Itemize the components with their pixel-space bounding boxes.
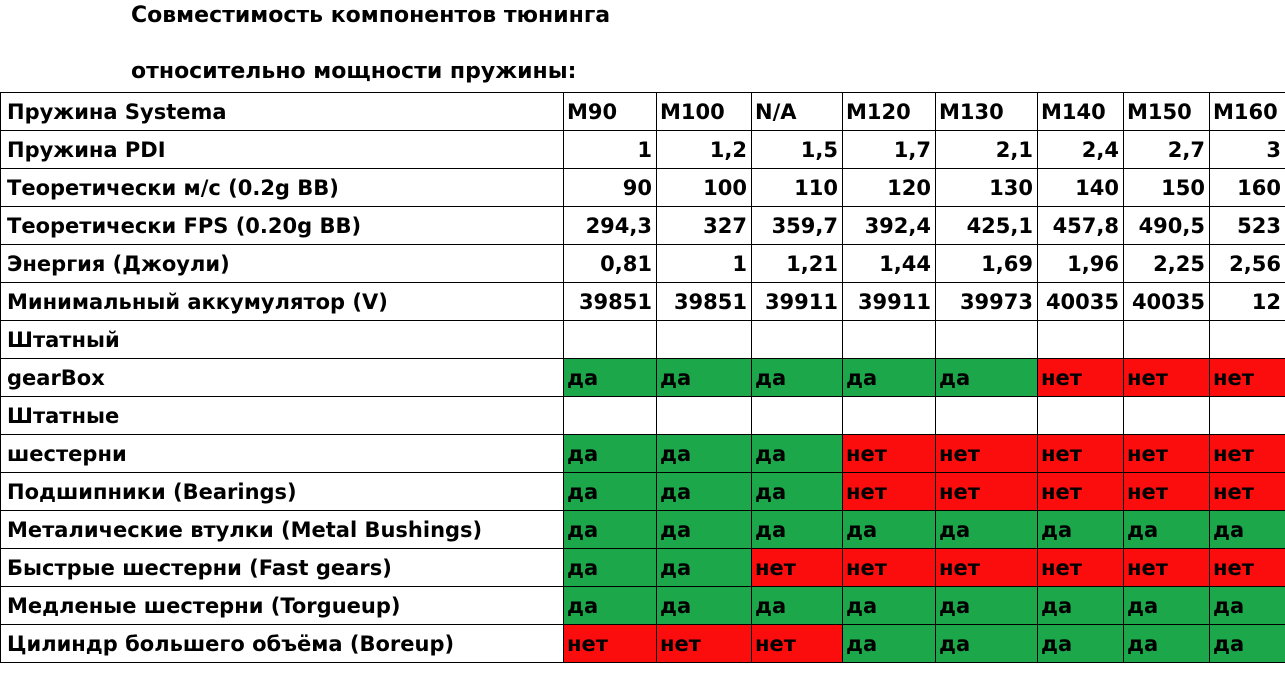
status-cell-no: нет	[843, 549, 936, 587]
value-cell: 2,25	[1124, 245, 1210, 283]
status-cell-no: нет	[1210, 359, 1285, 397]
status-cell-yes: да	[564, 473, 657, 511]
row-label: Энергия (Джоули)	[1, 245, 564, 283]
header-col: M100	[657, 93, 752, 131]
empty-cell	[564, 397, 657, 435]
value-cell: 39851	[657, 283, 752, 321]
table-row	[1, 473, 1285, 511]
header-col: M150	[1124, 93, 1210, 131]
row-label: шестерни	[1, 435, 564, 473]
value-cell: 3	[1210, 131, 1285, 169]
status-cell-yes: да	[936, 359, 1038, 397]
value-cell: 39911	[752, 283, 843, 321]
value-cell: 130	[936, 169, 1038, 207]
status-cell-yes: да	[1124, 511, 1210, 549]
empty-cell	[843, 397, 936, 435]
empty-cell	[657, 321, 752, 359]
row-label: Подшипники (Bearings)	[1, 473, 564, 511]
status-cell-yes: да	[564, 359, 657, 397]
value-cell: 359,7	[752, 207, 843, 245]
row-label: Штатные	[1, 397, 564, 435]
status-cell-no: нет	[1210, 549, 1285, 587]
value-cell: 392,4	[843, 207, 936, 245]
status-cell-yes: да	[657, 473, 752, 511]
status-cell-no: нет	[936, 549, 1038, 587]
header-col: M120	[843, 93, 936, 131]
value-cell: 0,81	[564, 245, 657, 283]
row-label: Минимальный аккумулятор (V)	[1, 283, 564, 321]
value-cell: 2,7	[1124, 131, 1210, 169]
value-cell: 1,21	[752, 245, 843, 283]
status-cell-yes: да	[1124, 625, 1210, 663]
value-cell: 523	[1210, 207, 1285, 245]
status-cell-yes: да	[936, 511, 1038, 549]
status-cell-no: нет	[1038, 549, 1124, 587]
status-cell-no: нет	[1038, 359, 1124, 397]
status-cell-yes: да	[657, 511, 752, 549]
status-cell-yes: да	[1210, 511, 1285, 549]
empty-cell	[1124, 397, 1210, 435]
value-cell: 1	[657, 245, 752, 283]
status-cell-yes: да	[1038, 625, 1124, 663]
status-cell-no: нет	[1038, 473, 1124, 511]
table-row	[1, 435, 1285, 473]
empty-cell	[936, 397, 1038, 435]
value-cell: 457,8	[1038, 207, 1124, 245]
empty-cell	[657, 397, 752, 435]
value-cell: 2,1	[936, 131, 1038, 169]
empty-cell	[564, 321, 657, 359]
value-cell: 150	[1124, 169, 1210, 207]
table-row	[1, 169, 1285, 207]
value-cell: 40035	[1038, 283, 1124, 321]
header-col: M90	[564, 93, 657, 131]
status-cell-yes: да	[843, 587, 936, 625]
status-cell-yes: да	[657, 435, 752, 473]
table-row	[1, 283, 1285, 321]
row-label: Цилиндр большего объёма (Boreup)	[1, 625, 564, 663]
value-cell: 1,69	[936, 245, 1038, 283]
row-label: gearBox	[1, 359, 564, 397]
status-cell-no: нет	[564, 625, 657, 663]
header-row	[1, 93, 1285, 131]
status-cell-yes: да	[1210, 587, 1285, 625]
table-row	[1, 131, 1285, 169]
value-cell: 490,5	[1124, 207, 1210, 245]
status-cell-no: нет	[843, 473, 936, 511]
status-cell-no: нет	[752, 549, 843, 587]
status-cell-yes: да	[843, 625, 936, 663]
header-label: Пружина Systema	[1, 93, 564, 131]
status-cell-no: нет	[1124, 359, 1210, 397]
status-cell-yes: да	[752, 473, 843, 511]
empty-cell	[1038, 321, 1124, 359]
value-cell: 425,1	[936, 207, 1038, 245]
header-col: M130	[936, 93, 1038, 131]
row-label: Пружина PDI	[1, 131, 564, 169]
value-cell: 110	[752, 169, 843, 207]
value-cell: 140	[1038, 169, 1124, 207]
table-row	[1, 511, 1285, 549]
status-cell-yes: да	[564, 511, 657, 549]
row-label: Теоретически FPS (0.20g BB)	[1, 207, 564, 245]
value-cell: 12	[1210, 283, 1285, 321]
value-cell: 120	[843, 169, 936, 207]
value-cell: 1,96	[1038, 245, 1124, 283]
value-cell: 1,5	[752, 131, 843, 169]
value-cell: 40035	[1124, 283, 1210, 321]
header-col: N/A	[752, 93, 843, 131]
empty-cell	[1210, 321, 1285, 359]
status-cell-yes: да	[657, 359, 752, 397]
value-cell: 1	[564, 131, 657, 169]
empty-cell	[1124, 321, 1210, 359]
value-cell: 1,2	[657, 131, 752, 169]
table-row	[1, 207, 1285, 245]
empty-cell	[936, 321, 1038, 359]
row-label: Металические втулки (Metal Bushings)	[1, 511, 564, 549]
header-col: M140	[1038, 93, 1124, 131]
status-cell-yes: да	[1038, 587, 1124, 625]
value-cell: 1,7	[843, 131, 936, 169]
table-row	[1, 245, 1285, 283]
empty-cell	[752, 397, 843, 435]
value-cell: 327	[657, 207, 752, 245]
table-row	[1, 587, 1285, 625]
status-cell-no: нет	[1210, 473, 1285, 511]
value-cell: 160	[1210, 169, 1285, 207]
status-cell-yes: да	[752, 359, 843, 397]
row-label: Быстрые шестерни (Fast gears)	[1, 549, 564, 587]
empty-cell	[752, 321, 843, 359]
table-row	[1, 549, 1285, 587]
status-cell-yes: да	[843, 511, 936, 549]
value-cell: 39851	[564, 283, 657, 321]
status-cell-no: нет	[1124, 435, 1210, 473]
compatibility-table	[0, 92, 1285, 663]
status-cell-yes: да	[564, 435, 657, 473]
value-cell: 294,3	[564, 207, 657, 245]
status-cell-no: нет	[752, 625, 843, 663]
header-col: M160	[1210, 93, 1285, 131]
status-cell-no: нет	[843, 435, 936, 473]
value-cell: 1,44	[843, 245, 936, 283]
status-cell-no: нет	[1038, 435, 1124, 473]
status-cell-no: нет	[1210, 435, 1285, 473]
status-cell-yes: да	[564, 587, 657, 625]
empty-cell	[843, 321, 936, 359]
status-cell-yes: да	[752, 587, 843, 625]
table-row	[1, 397, 1285, 435]
empty-cell	[1210, 397, 1285, 435]
table-row	[1, 321, 1285, 359]
row-label: Медленые шестерни (Torgueup)	[1, 587, 564, 625]
status-cell-yes: да	[657, 587, 752, 625]
value-cell: 39911	[843, 283, 936, 321]
row-label: Теоретически м/с (0.2g BB)	[1, 169, 564, 207]
value-cell: 90	[564, 169, 657, 207]
value-cell: 2,4	[1038, 131, 1124, 169]
title-line-1: Совместимость компонентов тюнинга	[131, 3, 611, 28]
status-cell-yes: да	[1038, 511, 1124, 549]
status-cell-no: нет	[936, 435, 1038, 473]
status-cell-no: нет	[936, 473, 1038, 511]
status-cell-yes: да	[1124, 587, 1210, 625]
status-cell-yes: да	[752, 435, 843, 473]
value-cell: 100	[657, 169, 752, 207]
status-cell-yes: да	[564, 549, 657, 587]
status-cell-yes: да	[936, 625, 1038, 663]
status-cell-no: нет	[1124, 473, 1210, 511]
row-label: Штатный	[1, 321, 564, 359]
status-cell-no: нет	[657, 625, 752, 663]
table-body	[1, 93, 1285, 663]
value-cell: 39973	[936, 283, 1038, 321]
table-row	[1, 625, 1285, 663]
value-cell: 2,56	[1210, 245, 1285, 283]
table-row	[1, 359, 1285, 397]
status-cell-no: нет	[1124, 549, 1210, 587]
title-line-2: относительно мощности пружины:	[131, 59, 577, 84]
status-cell-yes: да	[752, 511, 843, 549]
empty-cell	[1038, 397, 1124, 435]
status-cell-yes: да	[657, 549, 752, 587]
status-cell-yes: да	[1210, 625, 1285, 663]
status-cell-yes: да	[843, 359, 936, 397]
status-cell-yes: да	[936, 587, 1038, 625]
